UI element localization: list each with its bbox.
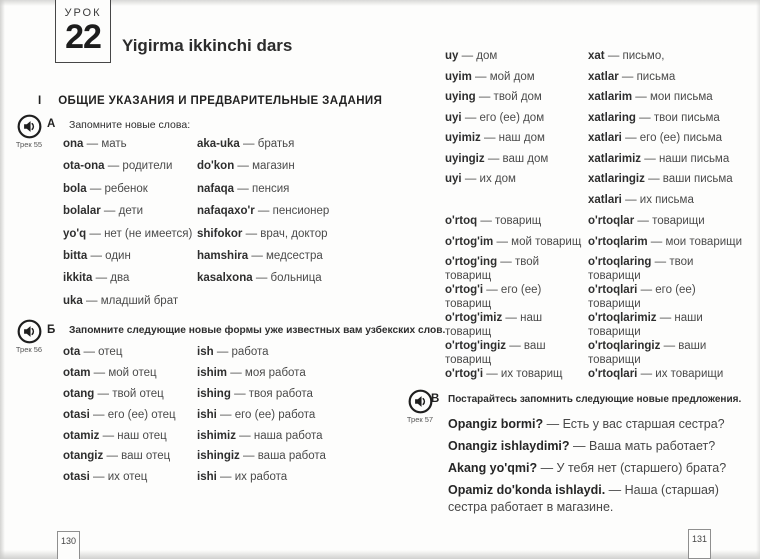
russian-translation: — работа — [213, 346, 269, 358]
russian-translation: — мои письма — [632, 91, 713, 103]
vocab-entry — [588, 311, 746, 339]
vocab-column-b5 — [445, 214, 585, 388]
uzbek-word: xatlari — [588, 132, 622, 144]
vocab-entry — [588, 90, 748, 111]
vocab-column-b6 — [588, 214, 746, 388]
speaker-icon — [17, 114, 42, 139]
russian-translation: — твоя работа — [230, 387, 313, 400]
uzbek-word: hamshira — [197, 249, 249, 262]
task-v-instruction: Постарайтесь запомнить следующие новые предложения. — [448, 394, 742, 405]
scan-edge-left — [0, 0, 5, 559]
uzbek-word: ona — [63, 138, 84, 150]
vocab-entry — [588, 193, 748, 214]
track-label: Трек 57 — [406, 415, 434, 424]
uzbek-word: o'rtoqlar — [588, 215, 635, 227]
vocab-entry — [588, 255, 746, 283]
vocab-entry — [63, 159, 195, 181]
vocab-entry — [197, 470, 365, 491]
russian-translation: — письма — [618, 70, 676, 83]
vocab-entry — [63, 294, 195, 316]
russian-translation: — наш товарищ — [445, 312, 543, 338]
uzbek-word: shifokor — [197, 227, 243, 240]
uzbek-word: o'rtog'ing — [445, 256, 498, 268]
vocab-entry — [63, 204, 195, 226]
uzbek-word: Akang yo'qmi? — [448, 461, 538, 475]
task-a-instruction: Запомните новые слова: — [69, 119, 191, 131]
russian-translation: — младший брат — [82, 294, 179, 307]
uzbek-word: bitta — [63, 249, 88, 262]
uzbek-word: ishing — [197, 387, 231, 400]
vocab-entry — [63, 408, 195, 429]
russian-translation: — твой отец — [94, 387, 164, 400]
uzbek-word: o'rtoqlari — [588, 284, 638, 296]
russian-translation: — врач, доктор — [242, 227, 328, 240]
russian-translation: — У тебя нет (старшего) брата? — [537, 461, 727, 475]
russian-translation: — их отец — [89, 471, 148, 484]
uzbek-word: Opamiz do'konda ishlaydi. — [448, 483, 606, 497]
vocab-entry — [197, 204, 365, 226]
lesson-title: Yigirma ikkinchi dars — [122, 36, 293, 55]
russian-translation: — ваш дом — [484, 152, 549, 165]
uzbek-word: Opangiz bormi? — [448, 417, 544, 431]
russian-translation: — мой товарищ — [493, 235, 582, 248]
uzbek-word: nafaqaxo'r — [197, 205, 255, 218]
russian-translation: — их товарищ — [483, 368, 563, 380]
uzbek-word: ikkita — [63, 272, 93, 285]
russian-translation: — дети — [100, 205, 144, 218]
vocab-entry — [445, 367, 585, 388]
uzbek-word: otangiz — [63, 450, 104, 463]
russian-translation: — один — [87, 249, 131, 262]
russian-translation: — его (ее) отец — [89, 408, 176, 421]
russian-translation: — твои товарищи — [588, 256, 694, 282]
vocab-entry — [63, 470, 195, 491]
russian-translation: — наши письма — [641, 152, 730, 165]
uzbek-word: uy — [445, 50, 459, 62]
vocab-entry — [448, 438, 750, 455]
uzbek-word: otang — [63, 387, 95, 400]
uzbek-word: xatlar — [588, 70, 619, 83]
uzbek-word: xatlaringiz — [588, 173, 645, 185]
vocab-entry — [63, 137, 195, 159]
vocab-entry — [445, 214, 585, 235]
section-heading: ОБЩИЕ УКАЗАНИЯ И ПРЕДВАРИТЕЛЬНЫЕ ЗАДАНИЯ — [58, 95, 383, 107]
speaker-icon — [408, 389, 433, 414]
russian-translation: — товарищи — [634, 215, 705, 227]
uzbek-word: o'rtoqlaring — [588, 256, 652, 268]
uzbek-word: uying — [445, 91, 476, 103]
vocab-entry — [588, 111, 748, 132]
lesson-label: УРОК — [64, 7, 102, 19]
uzbek-word: xatlarim — [588, 91, 633, 103]
speaker-icon — [17, 319, 42, 344]
vocab-entry — [197, 366, 365, 387]
russian-translation: — его (ее) дом — [461, 111, 545, 124]
russian-translation: — товарищ — [477, 215, 542, 227]
russian-translation: — Есть у вас старшая сестра? — [543, 417, 725, 431]
russian-translation: — магазин — [234, 160, 295, 173]
vocab-entry — [445, 283, 585, 311]
task-a-letter: А — [47, 118, 56, 130]
vocab-entry — [63, 227, 195, 249]
vocab-entry — [448, 416, 750, 433]
vocab-entry — [588, 235, 746, 256]
uzbek-word: uyimiz — [445, 132, 481, 144]
russian-translation: — твой дом — [475, 91, 542, 103]
uzbek-word: do'kon — [197, 160, 235, 173]
uzbek-word: xatlaring — [588, 111, 636, 124]
vocab-entry — [63, 182, 195, 204]
uzbek-word: o'rtoq — [445, 215, 478, 227]
uzbek-word: o'rtoqlari — [588, 368, 638, 380]
russian-translation: — ребенок — [86, 182, 148, 195]
track-label: Трек 55 — [15, 140, 43, 149]
russian-translation: — Наша (старшая) сестра работает в магазине. — [448, 483, 719, 514]
russian-translation: — наш дом — [480, 132, 545, 144]
russian-translation: — твой товарищ — [445, 256, 540, 282]
vocab-entry — [197, 387, 365, 408]
scan-edge-bottom — [0, 550, 760, 559]
uzbek-word: uka — [63, 294, 83, 307]
vocab-entry — [63, 345, 195, 366]
vocab-entry — [197, 271, 365, 293]
vocab-entry — [63, 271, 195, 293]
uzbek-word: ishim — [197, 366, 228, 379]
vocab-entry — [588, 152, 748, 173]
vocab-entry — [197, 429, 365, 450]
russian-translation: — родители — [104, 160, 173, 173]
vocab-entry — [588, 367, 746, 388]
uzbek-word: xat — [588, 50, 605, 62]
russian-translation: — дом — [458, 50, 498, 62]
russian-translation: — наш отец — [99, 429, 167, 442]
vocab-entry — [197, 449, 365, 470]
russian-translation: — отец — [80, 346, 123, 358]
uzbek-word: uyi — [445, 111, 462, 124]
uzbek-word: otam — [63, 366, 91, 379]
russian-translation: — его (ее) товарищ — [445, 284, 542, 310]
vocab-entry — [448, 482, 750, 515]
task-b-letter: Б — [47, 324, 56, 336]
scan-edge-top — [0, 0, 760, 6]
russian-translation: — твои письма — [635, 111, 720, 124]
uzbek-word: o'rtog'imiz — [445, 312, 503, 324]
russian-translation: — ваша работа — [239, 450, 326, 463]
vocab-entry — [445, 111, 587, 132]
russian-translation: — мой дом — [471, 70, 535, 83]
uzbek-word: o'rtog'im — [445, 235, 494, 248]
russian-translation: — наша работа — [235, 429, 323, 442]
vocab-entry — [588, 172, 748, 193]
uzbek-word: bola — [63, 182, 87, 195]
vocab-entry — [445, 235, 585, 256]
vocab-column-a1 — [63, 137, 195, 316]
russian-translation: — ваши товарищи — [588, 340, 707, 366]
uzbek-word: otasi — [63, 408, 90, 421]
russian-translation: — медсестра — [248, 249, 323, 262]
scan-edge-right — [756, 0, 760, 559]
russian-translation: — ваш отец — [103, 450, 171, 463]
russian-translation: — его (ее) письма — [621, 132, 723, 144]
uzbek-word: o'rtog'i — [445, 284, 484, 296]
vocab-column-b1 — [63, 345, 195, 491]
lesson-number: 22 — [65, 18, 101, 56]
russian-translation: — мой отец — [90, 366, 157, 379]
uzbek-word: ishingiz — [197, 450, 240, 463]
uzbek-word: ota — [63, 346, 81, 358]
russian-translation: — письмо, — [604, 50, 665, 62]
vocab-entry — [588, 131, 748, 152]
page-number-left: 130 — [57, 531, 80, 559]
uzbek-word: uyi — [445, 173, 462, 185]
uzbek-word: yo'q — [63, 227, 87, 240]
russian-translation: — их работа — [216, 471, 288, 484]
section-numeral: I — [38, 95, 42, 107]
vocab-entry — [197, 137, 365, 159]
uzbek-word: bolalar — [63, 205, 101, 218]
russian-translation: — их письма — [621, 193, 694, 206]
vocab-entry — [197, 182, 365, 204]
vocab-entry — [588, 49, 748, 70]
vocab-entry — [588, 214, 746, 235]
vocab-entry — [63, 249, 195, 271]
track-label: Трек 56 — [15, 345, 43, 354]
vocab-entry — [445, 90, 587, 111]
russian-translation: — пенсионер — [254, 205, 330, 218]
uzbek-word: nafaqa — [197, 182, 235, 195]
russian-translation: — его (ее) товарищи — [588, 284, 696, 310]
uzbek-word: kasalxona — [197, 272, 253, 285]
uzbek-word: xatlarimiz — [588, 152, 642, 165]
vocab-entry — [445, 131, 587, 152]
russian-translation: — два — [92, 272, 130, 285]
uzbek-word: o'rtog'i — [445, 368, 484, 380]
uzbek-word: Onangiz ishlaydimi? — [448, 439, 570, 453]
vocab-column-b2 — [197, 345, 365, 491]
vocab-column-b3 — [445, 49, 587, 193]
vocab-entry — [588, 283, 746, 311]
russian-translation: — пенсия — [234, 182, 290, 195]
vocab-entry — [63, 366, 195, 387]
lesson-number-box — [55, 0, 111, 63]
vocab-entry — [448, 460, 750, 477]
section-heading-row — [38, 95, 382, 107]
russian-translation: — больница — [252, 272, 322, 285]
uzbek-word: aka-uka — [197, 138, 240, 150]
russian-translation: — их товарищи — [637, 368, 724, 380]
vocab-entry — [197, 345, 365, 366]
russian-translation: — ваши письма — [644, 173, 733, 185]
sentence-list — [448, 416, 750, 521]
vocab-entry — [445, 255, 585, 283]
vocab-column-a2 — [197, 137, 365, 294]
uzbek-word: ishimiz — [197, 429, 236, 442]
vocab-entry — [445, 339, 585, 367]
task-b-instruction: Запомните следующие новые формы уже известных вам узбекских слов. — [69, 325, 446, 336]
vocab-entry — [445, 70, 587, 91]
audio-track-b — [7, 319, 51, 354]
russian-translation: — Ваша мать работает? — [569, 439, 716, 453]
uzbek-word: uyim — [445, 70, 472, 83]
uzbek-word: ishi — [197, 471, 217, 484]
vocab-column-b4 — [588, 49, 748, 213]
vocab-entry — [445, 172, 587, 193]
vocab-entry — [197, 249, 365, 271]
uzbek-word: ota-ona — [63, 160, 105, 173]
uzbek-word: ishi — [197, 408, 217, 421]
vocab-entry — [445, 152, 587, 173]
uzbek-word: otamiz — [63, 429, 100, 442]
uzbek-word: uyingiz — [445, 152, 485, 165]
russian-translation: — мои товарищи — [647, 235, 743, 248]
uzbek-word: xatlari — [588, 193, 622, 206]
vocab-entry — [197, 227, 365, 249]
vocab-entry — [197, 408, 365, 429]
page-number-right: 131 — [688, 529, 711, 559]
vocab-entry — [445, 49, 587, 70]
russian-translation: — мать — [83, 138, 127, 150]
russian-translation: — их дом — [461, 173, 516, 185]
russian-translation: — братья — [239, 138, 295, 150]
vocab-entry — [63, 387, 195, 408]
vocab-entry — [588, 339, 746, 367]
vocab-entry — [588, 70, 748, 91]
russian-translation: — наши товарищи — [588, 312, 703, 338]
russian-translation: — нет (не имеется) — [86, 227, 193, 240]
uzbek-word: otasi — [63, 471, 90, 484]
vocab-entry — [63, 429, 195, 450]
vocab-entry — [197, 159, 365, 181]
task-v-letter: В — [431, 393, 440, 405]
vocab-entry — [445, 311, 585, 339]
uzbek-word: ish — [197, 346, 214, 358]
uzbek-word: o'rtoqlarim — [588, 235, 648, 248]
uzbek-word: o'rtoqlaringiz — [588, 340, 661, 352]
audio-track-a — [7, 114, 51, 149]
uzbek-word: o'rtog'ingiz — [445, 340, 507, 352]
uzbek-word: o'rtoqlarimiz — [588, 312, 657, 324]
vocab-entry — [63, 449, 195, 470]
russian-translation: — его (ее) работа — [216, 408, 316, 421]
russian-translation: — моя работа — [227, 366, 306, 379]
russian-translation: — ваш товарищ — [445, 340, 546, 366]
